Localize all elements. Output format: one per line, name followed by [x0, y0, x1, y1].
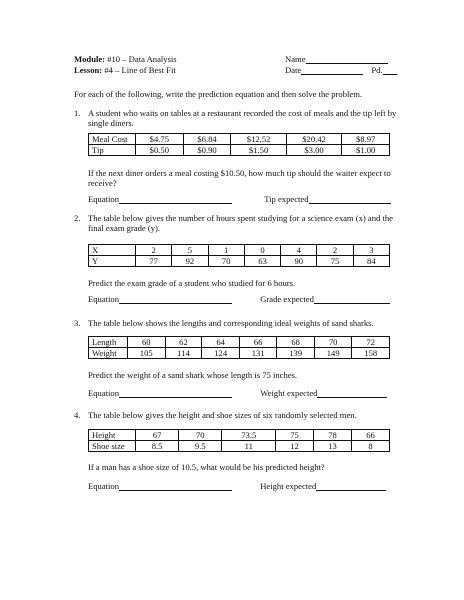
q3-table	[88, 336, 390, 359]
table-cell: 8	[351, 441, 389, 452]
expected-field[interactable]	[314, 294, 390, 304]
pd-field[interactable]	[383, 65, 397, 75]
table-row	[89, 245, 390, 256]
table-cell: $12.52	[231, 134, 286, 145]
lesson-line	[74, 65, 176, 75]
expected-label: Weight expected	[260, 388, 318, 398]
expected-field[interactable]	[317, 388, 387, 398]
equation-label: Equation	[88, 194, 120, 204]
equation-label: Equation	[88, 481, 120, 491]
table-row	[89, 256, 390, 267]
table-cell: 66	[239, 337, 277, 348]
table-cell: 114	[165, 348, 202, 359]
instructions: For each of the following, write the prediction equation and then solve the problem.	[74, 89, 363, 99]
table-cell: 73.5	[222, 430, 276, 441]
table-cell: 149	[314, 348, 352, 359]
table-row	[89, 441, 390, 452]
question-number: 4.	[74, 410, 81, 420]
row-label: Height	[89, 430, 136, 441]
table-cell: 1	[208, 245, 244, 256]
table-cell: 2	[317, 245, 353, 256]
table-cell: $1.50	[231, 145, 286, 156]
table-cell: 158	[352, 348, 390, 359]
q3-answer-row	[88, 388, 387, 398]
table-cell: 70	[208, 256, 244, 267]
table-cell: 9.5	[179, 441, 222, 452]
row-label: Tip	[89, 145, 136, 156]
question-number: 2.	[74, 213, 81, 223]
name-field[interactable]	[306, 54, 388, 64]
date-line	[285, 65, 397, 75]
table-row	[89, 430, 390, 441]
table-cell: 2	[136, 245, 172, 256]
table-cell: 62	[165, 337, 202, 348]
q2-question: Predict the exam grade of a student who studied for 6 hours.	[88, 278, 296, 288]
equation-field[interactable]	[119, 194, 232, 204]
row-label: Shoe size	[89, 441, 136, 452]
equation-field[interactable]	[119, 294, 232, 304]
expected-label: Height expected	[260, 481, 317, 491]
lesson-label: Lesson:	[74, 65, 103, 75]
q4-answer-row	[88, 481, 386, 491]
date-field[interactable]	[301, 65, 363, 75]
table-cell: 66	[351, 430, 389, 441]
equation-field[interactable]	[119, 481, 232, 491]
question-1	[74, 108, 404, 128]
table-cell: 75	[317, 256, 353, 267]
row-label: Y	[89, 256, 136, 267]
question-text: A student who waits on tables at a restaurant recorded the cost of meals and the tip left by single diners.	[88, 108, 397, 129]
name-line	[285, 54, 388, 64]
table-cell: 77	[136, 256, 172, 267]
table-cell: 78	[314, 430, 352, 441]
module-line	[74, 54, 177, 64]
table-cell: $20.42	[286, 134, 341, 145]
table-cell: 131	[239, 348, 277, 359]
q1-question: If the next diner orders a meal costing $10.50, how much tip should the waiter expect to receive?	[88, 168, 391, 189]
table-cell: 60	[128, 337, 166, 348]
name-label: Name	[285, 54, 306, 64]
q1-table	[88, 133, 390, 156]
table-cell: 72	[352, 337, 390, 348]
table-cell: 68	[277, 337, 315, 348]
question-2	[74, 213, 404, 233]
table-cell: 12	[276, 441, 314, 452]
q3-question: Predict the weight of a sand shark whose length is 75 inches.	[88, 370, 298, 380]
table-cell: 8.5	[136, 441, 179, 452]
row-label: Meal Cost	[89, 134, 136, 145]
table-cell: 63	[244, 256, 280, 267]
table-cell: 11	[222, 441, 276, 452]
table-cell: $4.75	[136, 134, 184, 145]
question-number: 3.	[74, 318, 81, 328]
table-cell: 64	[202, 337, 240, 348]
table-row	[89, 348, 390, 359]
table-cell: 70	[314, 337, 352, 348]
table-row	[89, 337, 390, 348]
question-number: 1.	[74, 108, 81, 118]
table-cell: 124	[202, 348, 240, 359]
table-row	[89, 134, 390, 145]
table-cell: 92	[172, 256, 208, 267]
equation-label: Equation	[88, 388, 120, 398]
module-label: Module:	[74, 54, 106, 64]
question-4	[74, 410, 404, 420]
q2-table	[88, 244, 390, 267]
q1-answer-row	[88, 194, 391, 204]
row-label: Weight	[89, 348, 128, 359]
lesson-value: #4 – Line of Best Fit	[104, 65, 176, 75]
table-cell: 139	[277, 348, 315, 359]
table-cell: 75	[276, 430, 314, 441]
pd-label: Pd.	[371, 65, 383, 75]
date-label: Date	[285, 65, 302, 75]
expected-label: Tip expected	[264, 194, 309, 204]
table-cell: $0.90	[183, 145, 231, 156]
table-cell: $1.00	[342, 145, 390, 156]
table-cell: $0.50	[136, 145, 184, 156]
question-text: The table below gives the number of hours spent studying for a science exam (x) and the final exam grade (y).	[88, 213, 393, 234]
table-cell: $8.97	[342, 134, 390, 145]
table-cell: 5	[172, 245, 208, 256]
question-text: The table below shows the lengths and corresponding ideal weights of sand sharks.	[88, 318, 374, 328]
module-value: #10 – Data Analysis	[107, 54, 177, 64]
table-cell: 90	[281, 256, 317, 267]
expected-field[interactable]	[309, 194, 391, 204]
question-text: The table below gives the height and shoe sizes of six randomly selected men.	[88, 410, 357, 420]
table-cell: 4	[281, 245, 317, 256]
equation-field[interactable]	[119, 388, 232, 398]
table-cell: 67	[136, 430, 179, 441]
table-cell: $6.84	[183, 134, 231, 145]
q4-question: If a man has a shoe size of 10.5, what would be his predicted height?	[88, 462, 325, 472]
equation-label: Equation	[88, 294, 120, 304]
table-row	[89, 145, 390, 156]
q2-answer-row	[88, 294, 390, 304]
table-cell: 70	[179, 430, 222, 441]
table-cell: $3.00	[286, 145, 341, 156]
table-cell: 105	[128, 348, 166, 359]
table-cell: 3	[353, 245, 389, 256]
row-label: X	[89, 245, 136, 256]
table-cell: 0	[244, 245, 280, 256]
question-3	[74, 318, 404, 328]
table-cell: 13	[314, 441, 352, 452]
expected-label: Grade expected	[260, 294, 314, 304]
expected-field[interactable]	[316, 481, 386, 491]
q4-table	[88, 429, 390, 452]
table-cell: 84	[353, 256, 389, 267]
row-label: Length	[89, 337, 128, 348]
